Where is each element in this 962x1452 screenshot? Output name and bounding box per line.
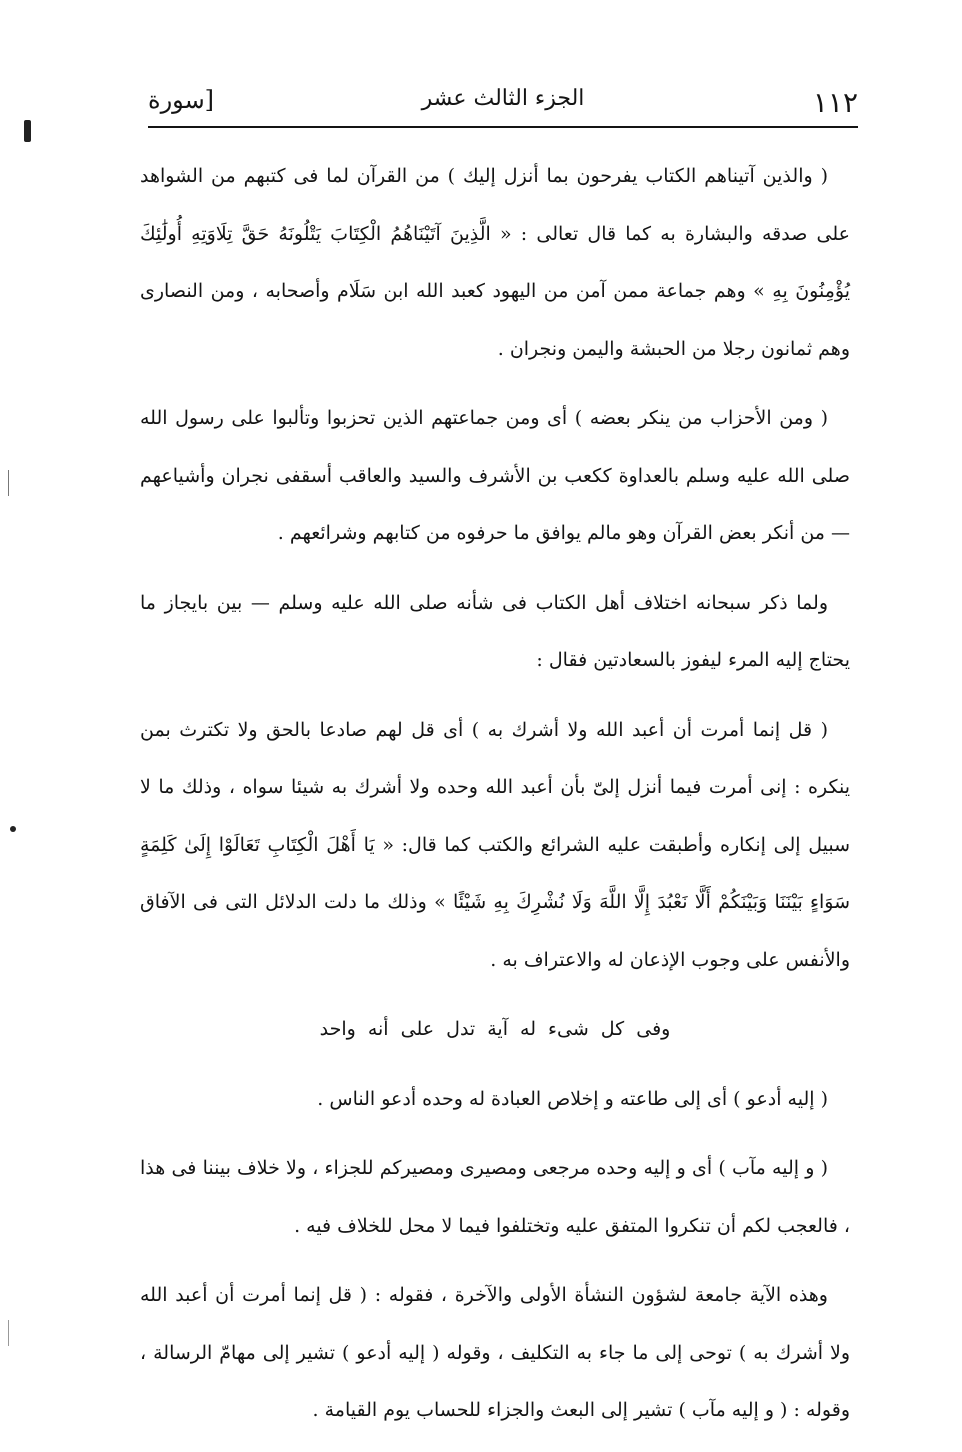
paragraph: ( إليه أدعو ) أى إلى طاعته و إخلاص العبادة له وحده أدعو الناس .: [317, 1087, 828, 1110]
scan-mark: [10, 826, 16, 832]
paragraph: ولما ذكر سبحانه اختلاف أهل الكتاب فى شأنه صلى الله عليه وسلم — بين بايجاز ما يحتاج إليه المرء ليفوز بالسعادتين فقال :: [140, 591, 850, 671]
paragraph: ( قل إنما أمرت أن أعبد الله ولا أشرك به ) أى قل لهم صادعا بالحق ولا تكترث بمن ينكره : إنى أمرت فيما أنزل إلىّ بأن أعبد الله وحده ولا أشرك به شيئا سواه ، وذلك ما لا سبيل إلى إنكاره وأطبقت عليه الشرائع والكتب كما قال: « يَا أَهْلَ الْكِتَابِ تَعَالَوْا إِلَىٰ كَلِمَةٍ سَوَاءٍ بَيْنَنَا وَبَيْنَكُمْ أَلَّا نَعْبُدَ إِلَّا اللَّهَ وَلَا نُشْرِكَ بِهِ شَيْئًا » وذلك ما دلت الدلائل التى فى الآفاق والأنفس على وجوب الإذعان له والاعتراف به .: [140, 718, 850, 971]
paragraph: ( و إليه مآب ) أى و إليه وحده مرجعى ومصيرى ومصيركم للجزاء ، ولا خلاف بيننا فى هذا ، فالعجب لكم أن تنكروا المتفق عليه وتختلفوا فيما لا محل للخلاف فيه .: [140, 1157, 850, 1237]
scan-mark: [8, 470, 9, 496]
page-body: [140, 148, 850, 1452]
header-rule: [148, 126, 858, 128]
running-title: الجزء الثالث عشر: [421, 86, 585, 111]
poetry-verse: وفى كل شىء له آية تدل على أنه واحد: [319, 1018, 671, 1040]
page-number: ١١٢: [812, 86, 858, 119]
scan-mark: [8, 1320, 9, 1346]
paragraph: وهذه الآية جامعة لشؤون النشأة الأولى والآخرة ، فقوله : ( قل إنما أمرت أن أعبد الله ولا أشرك به ) توحى إلى ما جاء به التكليف ، وقوله ( إليه أدعو ) تشير إلى مهامّ الرسالة ، وقوله : ( و إليه مآب ) تشير إلى البعث والجزاء للحساب يوم القيامة .: [140, 1284, 850, 1421]
sura-label: [سورة: [148, 86, 215, 114]
page-header: [148, 80, 858, 128]
scan-mark: [24, 120, 31, 142]
paragraph: ( ومن الأحزاب من ينكر بعضه ) أى ومن جماعتهم الذين تحزبوا وتألبوا على رسول الله صلى الله عليه وسلم بالعداوة ككعب بن الأشرف والسيد والعاقب أسقفى نجران وأشياعهم — من أنكر بعض القرآن وهو مالم يوافق ما حرفوه من كتابهم وشرائعهم .: [140, 407, 850, 544]
paragraph: ( والذين آتيناهم الكتاب يفرحون بما أنزل إليك ) من القرآن لما فى كتبهم من الشواهد على صدقه والبشارة به كما قال تعالى : « الَّذِينَ آتَيْنَاهُمُ الْكِتَابَ يَتْلُونَهُ حَقَّ تِلَاوَتِهِ أُولَٰئِكَ يُؤْمِنُونَ بِهِ » وهم جماعة ممن آمن من اليهود كعبد الله ابن سَلَام وأصحابه ، ومن النصارى وهم ثمانون رجلا من الحبشة واليمن ونجران .: [140, 165, 850, 360]
